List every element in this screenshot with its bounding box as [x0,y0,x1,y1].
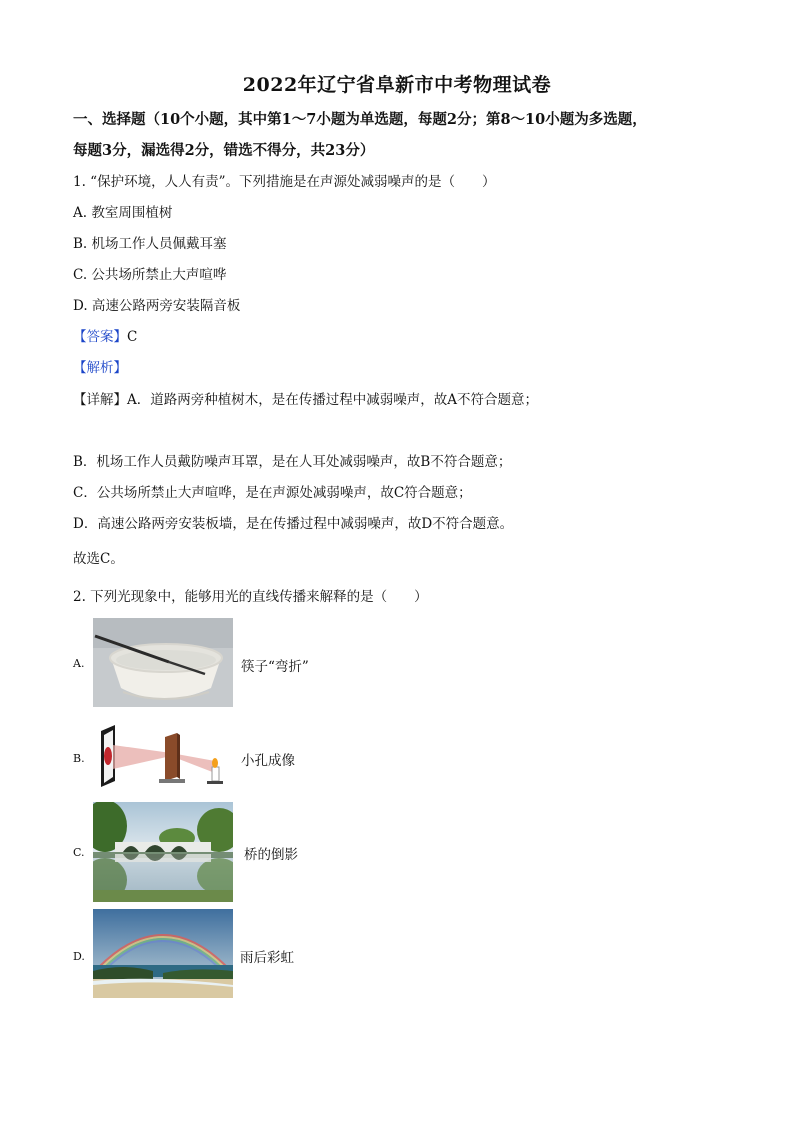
section-heading-line1: 一、选择题（10个小题，其中第1～7小题为单选题，每题2分；第8～10小题为多选题， [73,111,647,128]
answer-value: C [127,329,138,345]
q1-detail-b: B．机场工作人员戴防噪声耳罩，是在人耳处减弱噪声，故B不符合题意； [73,454,512,470]
pinhole-camera-image [93,723,233,788]
q2-option-d-letter: D. [73,950,85,963]
rainbow-image [93,909,233,998]
q1-stem: 1. “保护环境，人人有责”。下列措施是在声源处减弱噪声的是（ ） [73,174,496,190]
q1-detail-d: D．高速公路两旁安装板墙，是在传播过程中减弱噪声，故D不符合题意。 [73,516,514,532]
q2-option-b-caption: 小孔成像 [241,753,295,769]
chopsticks-in-bowl-image [93,618,233,707]
q1-option-b: B. 机场工作人员佩戴耳塞 [73,236,227,252]
section-heading-line2: 每题3分，漏选得2分，错选不得分，共23分） [73,142,375,159]
page-title: 2022年辽宁省阜新市中考物理试卷 [242,74,552,96]
detail-a-text: A．道路两旁种植树木，是在传播过程中减弱噪声，故A不符合题意； [127,392,538,408]
q2-option-a-caption: 筷子“弯折” [241,659,309,675]
q1-option-d: D. 高速公路两旁安装隔音板 [73,298,241,314]
q2-option-c-letter: C. [73,846,85,859]
q1-detail-a [73,390,538,410]
q2-option-d-caption: 雨后彩虹 [240,950,294,966]
q1-conclusion: 故选C。 [73,551,124,567]
q2-option-a-letter: A. [73,657,85,670]
detail-tag: 【详解】 [73,392,127,408]
q1-option-c: C. 公共场所禁止大声喧哗 [73,267,227,283]
q1-answer [73,327,137,347]
answer-tag: 【答案】 [73,329,127,345]
q2-stem: 2. 下列光现象中，能够用光的直线传播来解释的是（ ） [73,589,428,605]
bridge-reflection-image [93,802,233,902]
q1-option-a: A. 教室周围植树 [73,205,173,221]
q1-detail-c: C．公共场所禁止大声喧哗，是在声源处减弱噪声，故C符合题意； [73,485,472,501]
q2-option-c-caption: 桥的倒影 [244,847,298,863]
analysis-tag: 【解析】 [73,360,127,376]
q2-option-b-letter: B. [73,752,85,765]
